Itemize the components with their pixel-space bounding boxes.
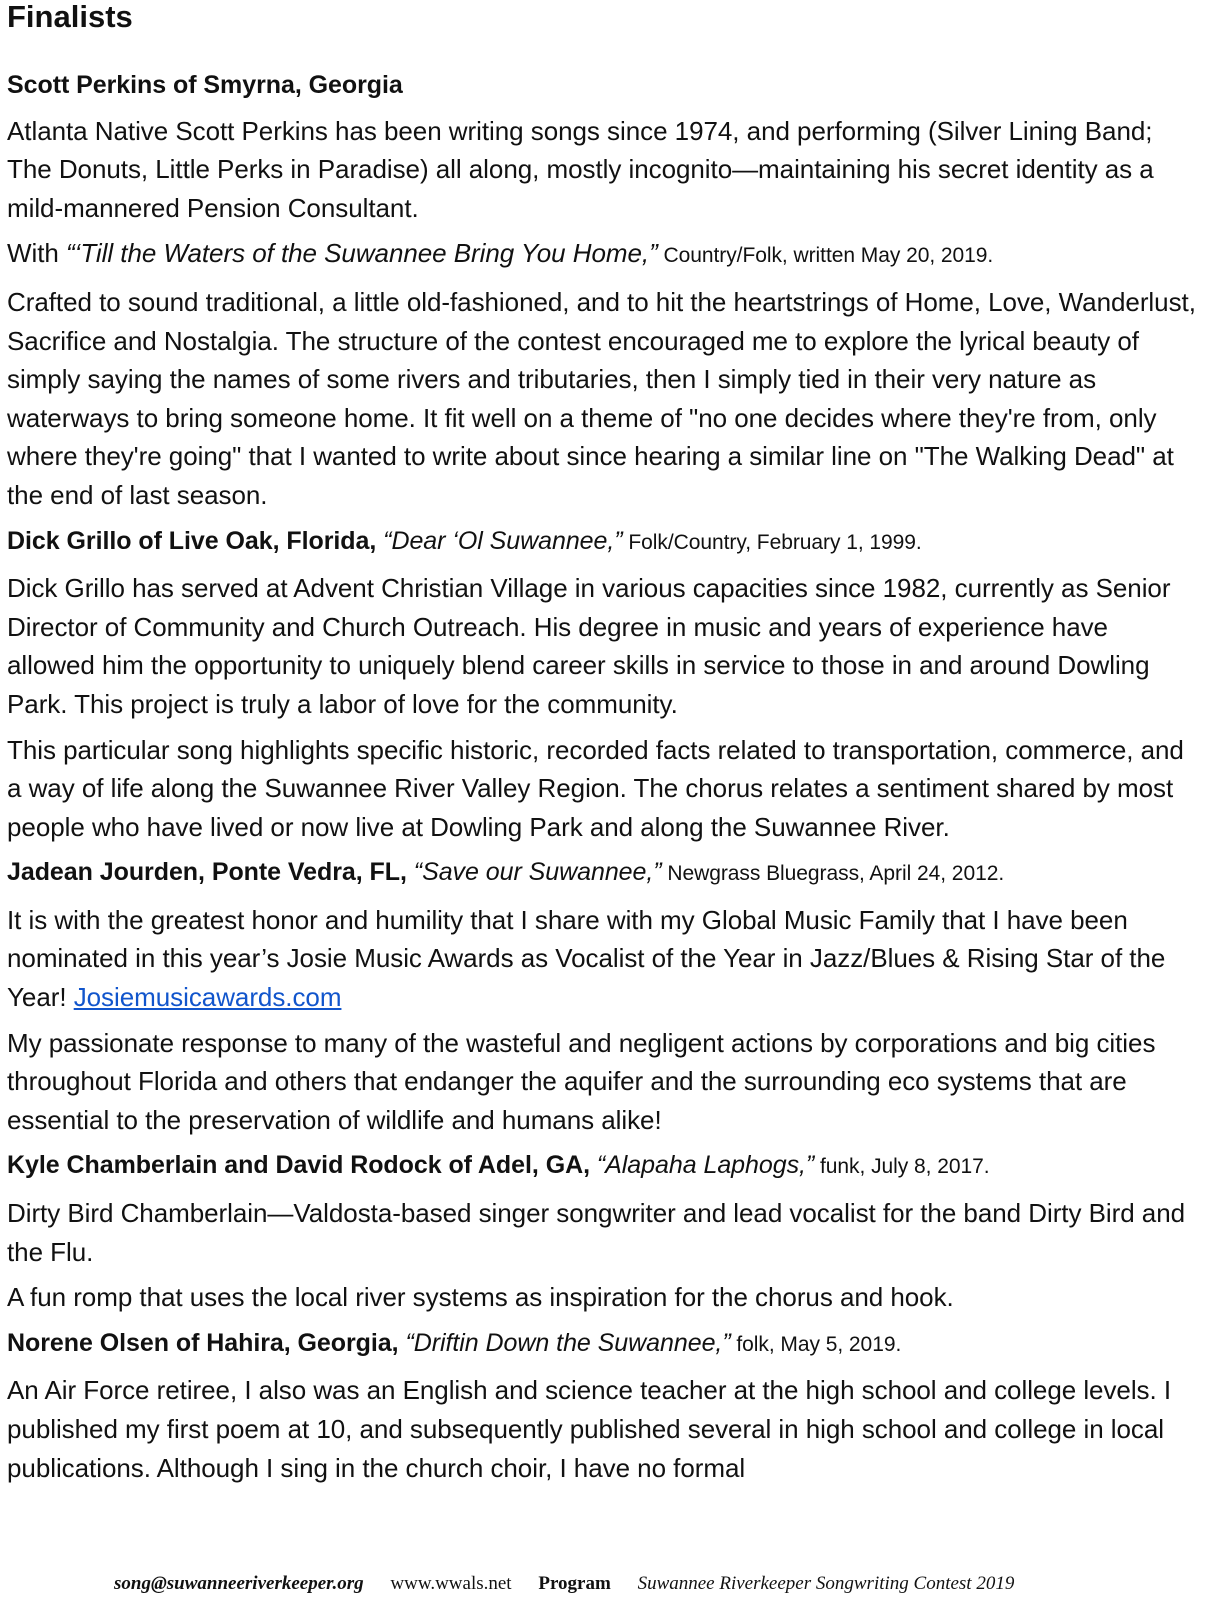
footer-email[interactable]: song@suwanneeriverkeeper.org [114,1573,364,1594]
song-title: “Dear ‘Ol Suwannee,” [383,526,623,555]
song-meta: Folk/Country, February 1, 1999. [622,530,922,554]
finalist-entry [7,1324,1197,1487]
finalist-name: Dick Grillo of Live Oak, Florida, [7,526,384,555]
song-description: A fun romp that uses the local river systems as inspiration for the chorus and hook. [7,1282,954,1313]
finalist-heading [7,522,1197,563]
document-page [7,0,1197,1487]
finalist-entry [7,522,1197,847]
finalist-name: Jadean Jourden, Ponte Vedra, FL, [7,858,414,887]
footer-section: Program [538,1573,611,1594]
song-title: “Driftin Down the Suwannee,” [405,1328,731,1357]
song-description: This particular song highlights specific historic, recorded facts related to transportation, commerce, and a way of life along the Suwannee River Valley Region. The chorus relates a sentiment shared by most people who have lived or now live at Dowling Park and along the Suwannee River. [7,734,1184,842]
song-title: “‘Till the Waters of the Suwannee Bring You Home,” [65,238,658,269]
page-title: Finalists [7,0,133,34]
finalist-bio: Dirty Bird Chamberlain—Valdosta-based singer songwriter and lead vocalist for the band Dirty Bird and the Flu. [7,1198,1186,1267]
finalist-heading [7,1146,1197,1187]
finalist-bio: Dick Grillo has served at Advent Christian Village in various capacities since 1982, currently as Senior Director of Community and Church Outreach. His degree in music and years of experience have allowed him the opportunity to uniquely blend career skills in service to those in and around Dowling Park. This project is truly a labor of love for the community. [7,573,1171,719]
song-meta: Country/Folk, written May 20, 2019. [657,244,994,268]
finalist-heading [7,1324,1197,1365]
footer-contest-name: Suwannee Riverkeeper Songwriting Contest 2019 [637,1573,1015,1594]
footer-website[interactable]: www.wwals.net [390,1573,512,1594]
page-footer [114,1573,1014,1595]
song-meta: folk, May 5, 2019. [730,1332,902,1356]
with-prefix: With [7,238,66,269]
song-title: “Alapaha Laphogs,” [596,1151,815,1180]
finalist-bio: An Air Force retiree, I also was an English and science teacher at the high school and college levels. I published my first poem at 10, and subsequently published several in high school and college in local publications. Although I sing in the church choir, I have no formal [7,1375,1172,1483]
finalist-name: Norene Olsen of Hahira, Georgia, [7,1328,406,1357]
finalist-heading [7,853,1197,894]
song-meta: Newgrass Bluegrass, April 24, 2012. [661,862,1005,886]
finalist-name: Scott Perkins of Smyrna, Georgia [7,71,403,99]
finalist-entry [7,853,1197,1139]
finalist-entry [7,1146,1197,1316]
josie-awards-link[interactable]: Josiemusicawards.com [73,982,342,1013]
song-line [7,234,1197,276]
finalist-heading [7,66,1197,105]
finalist-entry [7,66,1197,515]
finalist-name: Kyle Chamberlain and David Rodock of Adel, GA, [7,1151,597,1180]
song-description: My passionate response to many of the wasteful and negligent actions by corporations and big cities throughout Florida and others that endanger the aquifer and the surrounding eco systems that are essential to the preservation of wildlife and humans alike! [7,1027,1156,1135]
song-meta: funk, July 8, 2017. [814,1155,990,1179]
bio-text: It is with the greatest honor and humility that I share with my Global Music Family that I have been nominated in this year’s Josie Music Awards as Vocalist of the Year in Jazz/Blues & Rising Star of the Year! [7,904,1166,1013]
finalist-bio: Atlanta Native Scott Perkins has been writing songs since 1974, and performing (Silver Lining Band; The Donuts, Little Perks in Paradise) all along, mostly incognito—maintaining his secret identity as a mild-mannered Pension Consultant. [7,115,1154,223]
song-description: Crafted to sound traditional, a little old-fashioned, and to hit the heartstrings of Home, Love, Wanderlust, Sacrifice and Nostalgia. The structure of the contest encouraged me to explore the lyrical beauty of simply saying the names of some rivers and tributaries, then I simply tied in their very nature as waterways to bring someone home. It fit well on a theme of "no one decides where they're from, only where they're going" that I wanted to write about since hearing a similar line on "The Walking Dead" at the end of last season. [7,286,1196,510]
finalist-bio [7,901,1197,1017]
song-title: “Save our Suwannee,” [413,858,662,887]
